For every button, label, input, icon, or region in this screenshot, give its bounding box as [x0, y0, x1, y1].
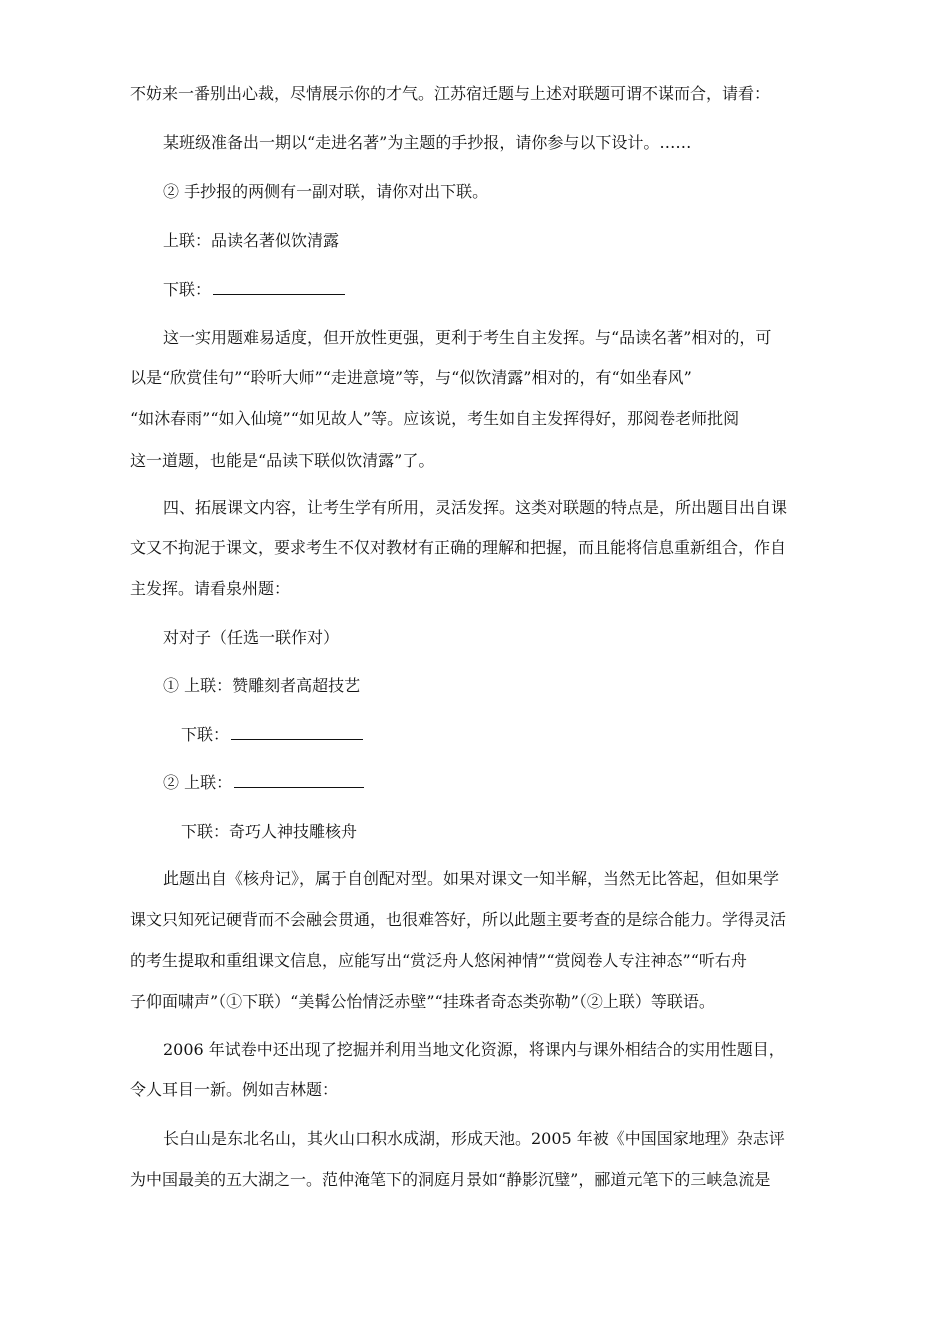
text-line: 不妨来一番别出心裁，尽情展示你的才气。江苏宿迁题与上述对联题可谓不谋而合，请看： — [130, 84, 771, 103]
text-line: 某班级准备出一期以“走进名著”为主题的手抄报，请你参与以下设计。…… — [163, 133, 692, 152]
text-line: ② 手抄报的两侧有一副对联，请你对出下联。 — [163, 182, 489, 201]
text-line: 四、拓展课文内容，让考生学有所用，灵活发挥。这类对联题的特点是，所出题目出自课 — [163, 498, 788, 517]
answer-blank — [213, 280, 345, 295]
text-line: 为中国最美的五大湖之一。范仲淹笔下的洞庭月景如“静影沉璧”，郦道元笔下的三峡急流是 — [130, 1170, 771, 1189]
text-line: 这一实用题难易适度，但开放性更强，更利于考生自主发挥。与“品读名著”相对的，可 — [163, 328, 772, 347]
text-line: 长白山是东北名山，其火山口积水成湖，形成天池。2005 年被《中国国家地理》杂志评 — [163, 1129, 785, 1148]
text-line: “如沐春雨”“如入仙境”“如见故人”等。应该说，考生如自主发挥得好，那阅卷老师批阅 — [130, 409, 740, 428]
answer-blank — [234, 773, 364, 788]
text-line: 这一道题，也能是“品读下联似饮清露”了。 — [130, 451, 435, 470]
text-line: 令人耳目一新。例如吉林题： — [130, 1080, 339, 1099]
text-line: 的考生提取和重组课文信息，应能写出“赏泛舟人悠闲神情”“赏阅卷人专注神态”“听右舟 — [130, 951, 747, 970]
text-line: 上联：品读名著似饮清露 — [163, 231, 340, 250]
text-line: 以是“欣赏佳句”“聆听大师”“走进意境”等，与“似饮清露”相对的，有“如坐春风” — [130, 368, 692, 387]
text-line: 主发挥。请看泉州题： — [130, 579, 291, 598]
text-line: 对对子（任选一联作对） — [163, 628, 340, 647]
text-line: 课文只知死记硬背而不会融会贯通，也很难答好，所以此题主要考查的是综合能力。学得灵活 — [130, 910, 787, 929]
answer-blank — [231, 725, 363, 740]
text-line: 文又不拘泥于课文，要求考生不仅对教材有正确的理解和把握，而且能将信息重新组合，作自 — [130, 538, 787, 557]
text-line: 子仰面啸声”（①下联）“美髯公怡情泛赤壁”“挂珠者奇态类弥勒”（②上联）等联语。 — [130, 992, 715, 1011]
text-line: ① 上联：赞雕刻者高超技艺 — [163, 676, 361, 695]
text-line: 下联：奇巧人神技雕核舟 — [181, 822, 358, 841]
answer-label: 下联： — [163, 280, 212, 299]
text-line: 2006 年试卷中还出现了挖掘并利用当地文化资源，将课内与课外相结合的实用性题目， — [163, 1040, 785, 1059]
text-line-with-blank — [163, 773, 364, 793]
answer-label: 下联： — [181, 725, 230, 744]
text-line-with-blank — [163, 280, 345, 300]
text-line-with-blank — [181, 725, 363, 745]
answer-label: ② 上联： — [163, 773, 233, 792]
text-line: 此题出自《核舟记》，属于自创配对型。如果对课文一知半解，当然无比答起，但如果学 — [163, 869, 780, 888]
